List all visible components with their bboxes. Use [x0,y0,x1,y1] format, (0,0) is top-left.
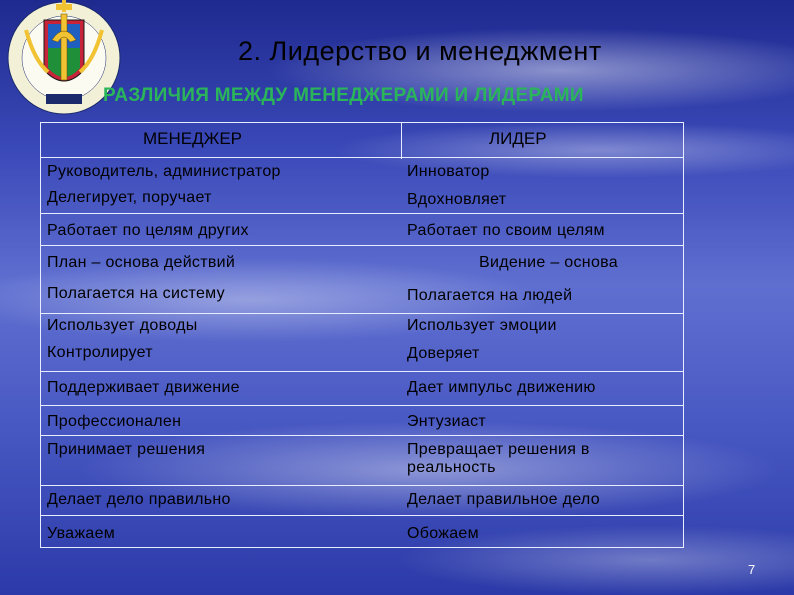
manager-cell: План – основа действий [47,254,236,271]
table-row [41,485,683,516]
manager-cell: Принимает решения [47,441,206,458]
page-number: 7 [748,562,756,577]
leader-cell: Работает по своим целям [407,222,605,239]
manager-cell: Контролирует [47,344,153,361]
comparison-table [40,122,684,548]
page-title: 2. Лидерство и менеджмент [238,36,602,66]
leader-cell: Делает правильное дело [407,491,600,508]
manager-cell: Уважаем [47,525,116,542]
leader-cell: Инноватор [407,163,490,180]
table-row [41,313,683,342]
manager-cell: Делает дело правильно [47,491,231,508]
leader-cell: Вдохновляет [407,191,507,208]
leader-cell: Превращает решения в реальность [407,441,590,476]
leader-cell: Полагается на людей [407,287,573,304]
manager-cell: Использует доводы [47,317,198,334]
table-row [41,515,683,548]
table-row [41,341,683,371]
manager-cell: Полагается на систему [47,285,225,302]
leader-cell: Доверяет [407,345,480,362]
manager-cell: Поддерживает движение [47,379,240,396]
table-row [41,245,683,276]
table-row [41,157,683,186]
manager-cell: Работает по целям других [47,222,249,239]
table-row [41,275,683,313]
leader-cell: Видение – основа [479,254,618,271]
table-row [41,185,683,213]
leader-cell: Обожаем [407,525,479,542]
header-column-divider [401,123,402,159]
leader-cell: Энтузиаст [407,413,487,430]
manager-cell: Руководитель, администратор [47,163,281,180]
table-row [41,405,683,436]
manager-cell: Профессионален [47,413,182,430]
table-row [41,371,683,406]
leader-cell: Использует эмоции [407,317,557,334]
table-row [41,213,683,246]
leader-cell: Дает импульс движению [407,379,596,396]
table-row [41,435,683,486]
column-header-leader: ЛИДЕР [489,129,547,148]
column-header-manager: МЕНЕДЖЕР [143,129,243,148]
page-subtitle: РАЗЛИЧИЯ МЕЖДУ МЕНЕДЖЕРАМИ И ЛИДЕРАМИ [103,85,584,106]
manager-cell: Делегирует, поручает [47,189,212,206]
